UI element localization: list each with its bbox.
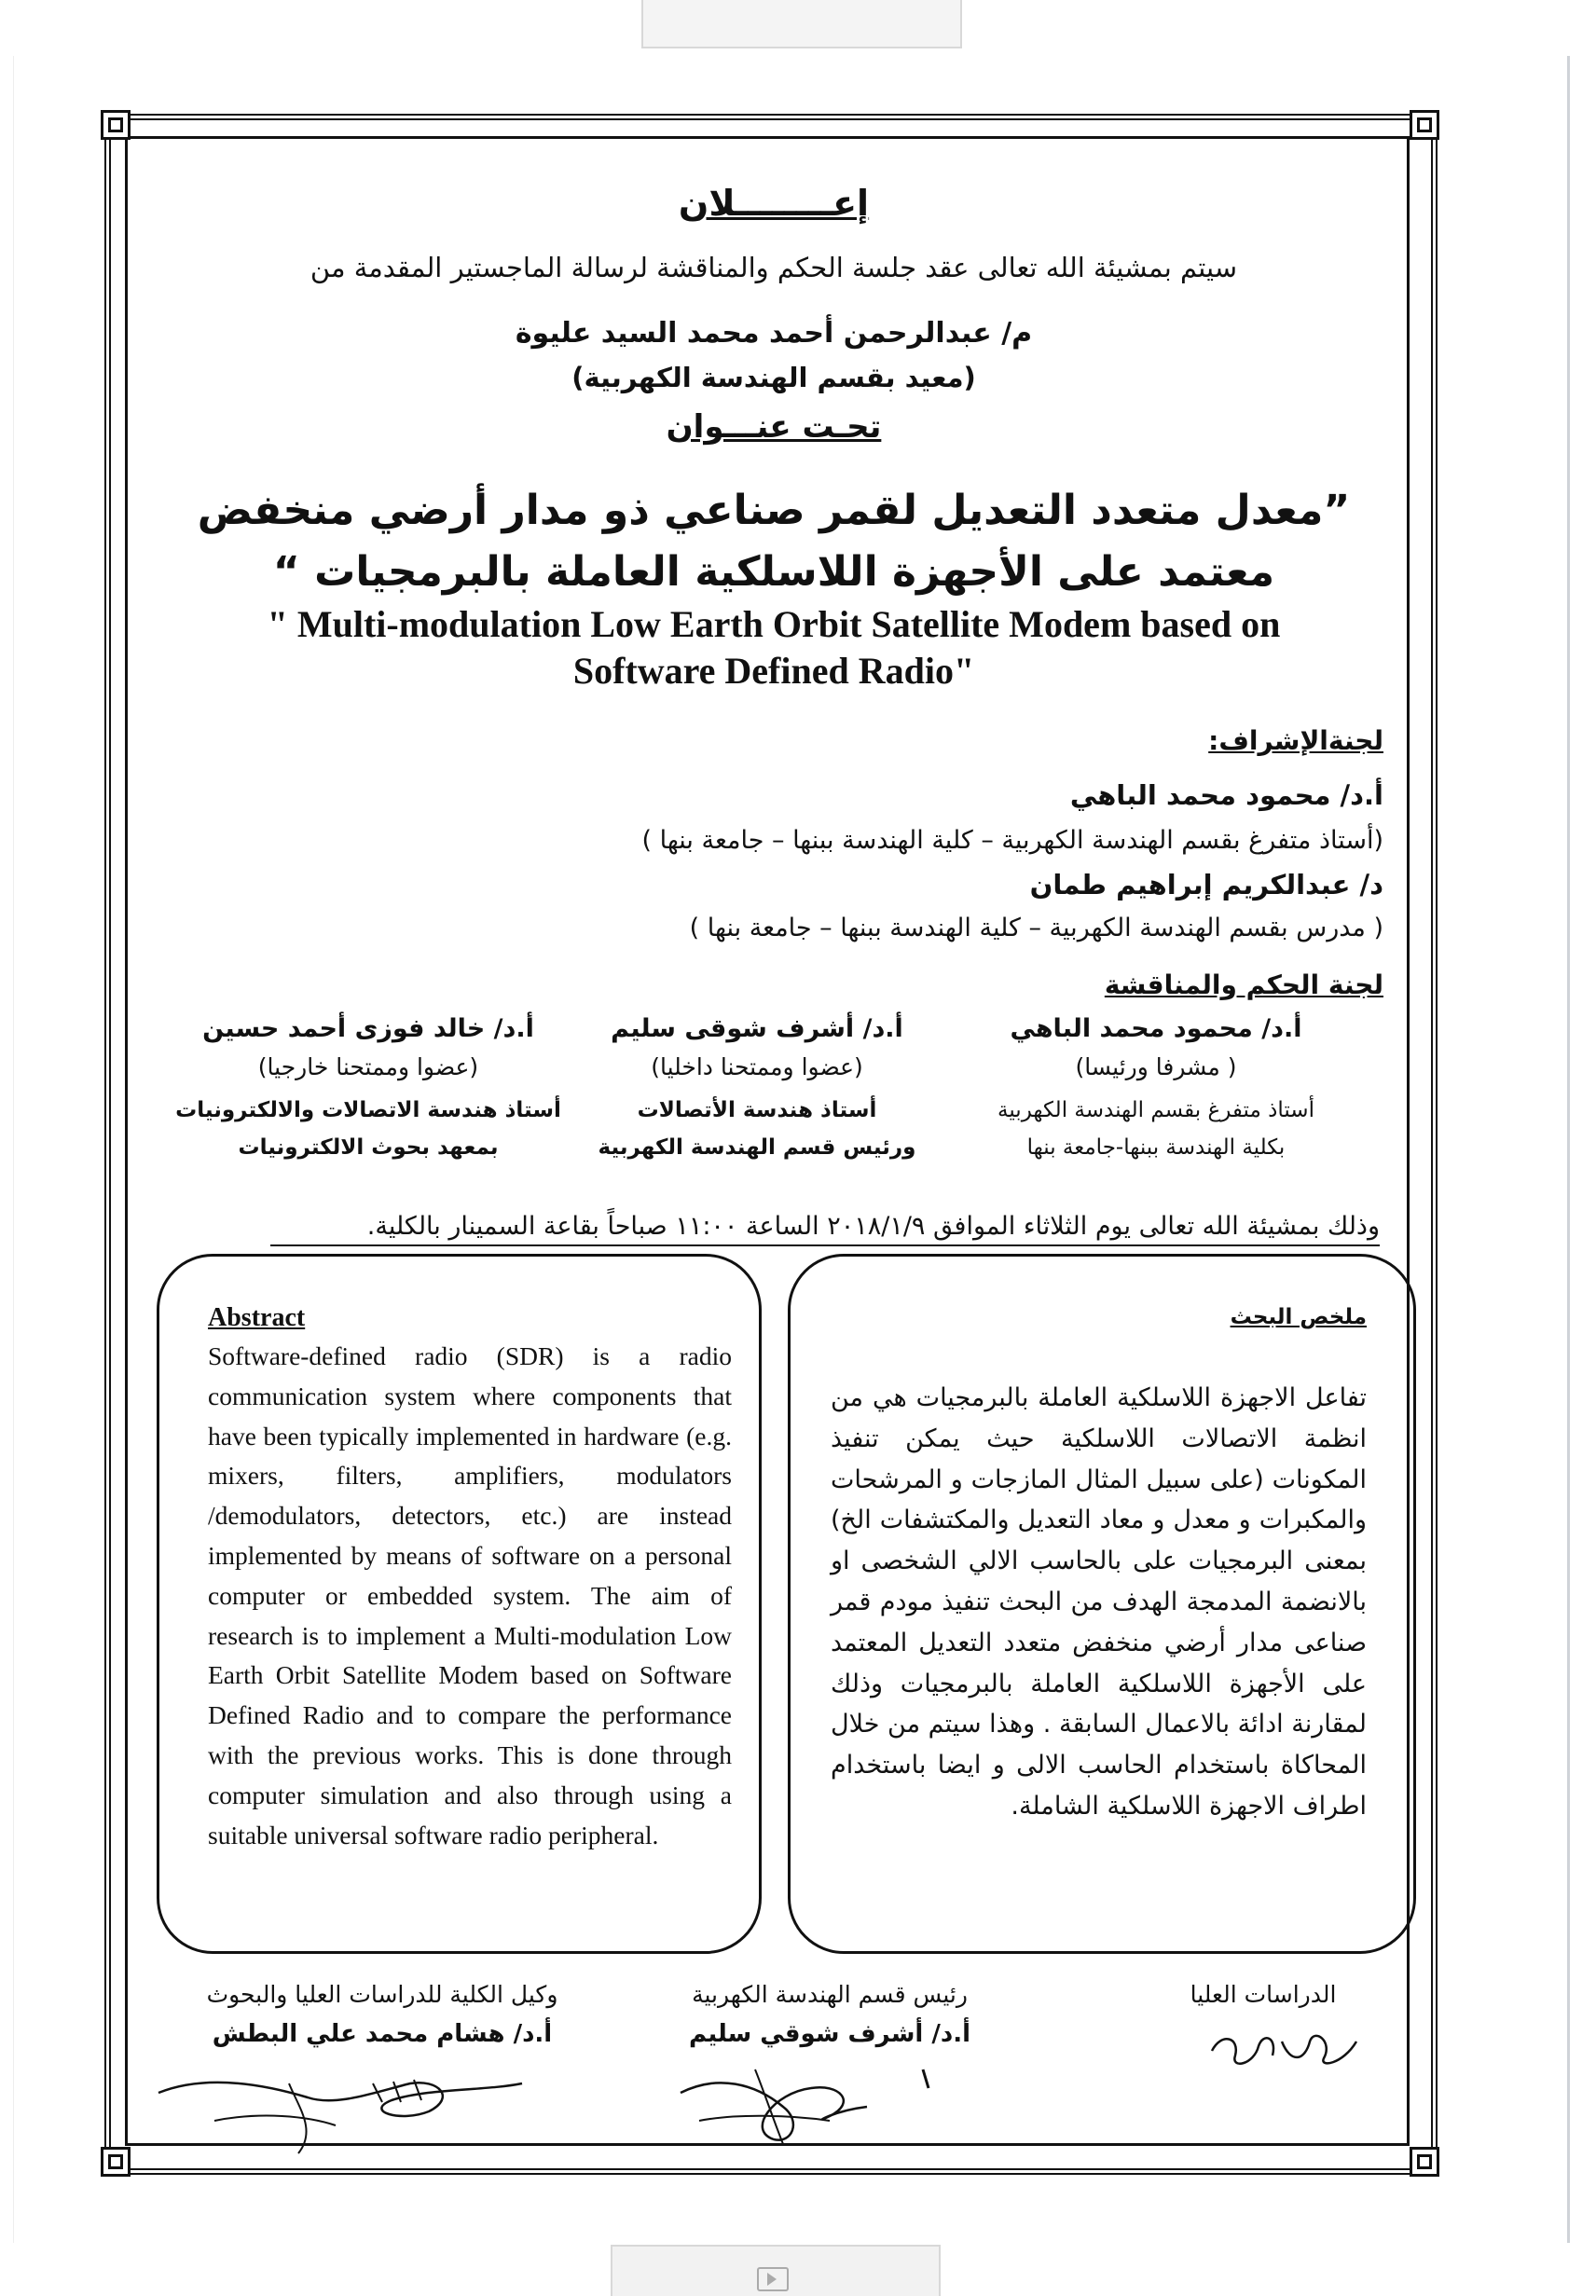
announcement-intro: سيتم بمشيئة الله تعالى عقد جلسة الحكم والمناقشة لرسالة الماجستير المقدمة من [310, 252, 1238, 283]
examiner-1-title2: بكلية الهندسة ببنها-جامعة بنها [1026, 1135, 1286, 1160]
examiner-3-role: (عضوا وممتحنا خارجيا) [257, 1053, 479, 1080]
signature-department-head [643, 2055, 951, 2158]
examiner-1-name: أ.د/ محمود محمد الباهي [1010, 1014, 1302, 1043]
corner-ornament-top-left [101, 110, 131, 140]
postgraduate-title: الدراسات العليا [1190, 1981, 1337, 2008]
supervisor-1-name: أ.د/ محمود محمد الباهي [1069, 779, 1383, 811]
supervision-heading: لجنةالإشراف: [1208, 725, 1383, 756]
examination-heading: لجنة الحكم والمناقشة [1104, 969, 1383, 1000]
under-title-label: تحـت عنـــوان [666, 408, 882, 446]
vice-dean-name: أ.د/ هشام محمد علي البطش [212, 2020, 553, 2048]
examiner-2 [552, 1014, 962, 1173]
vice-dean-title: وكيل الكلية للدراسات العليا والبحوث [206, 1981, 558, 2008]
thesis-title-english-line1: " Multi-modulation Low Earth Orbit Satellite Modem based on [267, 603, 1281, 645]
supervisor-2-desc: ( مدرس بقسم الهندسة الكهربية – كلية الهندسة ببنها – جامعة بنها ) [689, 914, 1383, 942]
thesis-title-english [186, 601, 1361, 694]
examiner-3-title1: أستاذ هندسة الاتصالات والالكترونيات [175, 1098, 561, 1122]
abstract-arabic-heading: ملخص البحث [1230, 1305, 1367, 1329]
corner-ornament-top-right [1410, 110, 1439, 140]
announcement-title: إعــــــــلان [678, 183, 870, 224]
abstract-arabic-text: تفاعل الاجهزة اللاسلكية العاملة بالبرمجيات هي من انظمة الاتصالات اللاسلكية حيث يمكن تنفيذ المكونات (على سبيل المثال المازجات و المرشحات والمكبرات و معدل و معاد التعديل والمكتشفات الخ) بمعنى البرمجيات على بالحاسب الالي الشخصى او بالانضمة المدمجة الهدف من البحث تنفيذ مودم قمر صناعى مدار أرضي منخفض متعدد التعديل المعتمد على الأجهزة اللاسلكية العاملة بالبرمجيات وذلك لمقارنة ادائة بالاعمال السابقة . وهذا سيتم من خلال المحاكاة باستخدام الحاسب الالى و ايضا باستخدام اطراف الاجهزة اللاسلكية الشاملة. [831, 1383, 1367, 1821]
department-head-name: أ.د/ أشرف شوقي سليم [688, 2020, 971, 2048]
examiner-3 [163, 1014, 573, 1173]
signature-vice-dean [149, 2055, 559, 2167]
abstract-english-text: Software-defined radio (SDR) is a radio communication system where components that have been typically implemented in hardware (e.g. mixers, filters, amplifiers, modulators /demodulators, detectors, etc.) are instead implemented by means of software on a personal computer or embedded system. The aim of research is to implement a Multi-modulation Low Earth Orbit Satellite Modem based on Software Defined Radio and to compare the performance with the previous works. This is done through computer simulation and also through using a suitable universal software radio peripheral. [208, 1341, 732, 1849]
signature-block-vice-dean [168, 1981, 597, 2048]
department-head-title: رئيس قسم الهندسة الكهربية [692, 1981, 968, 2008]
film-icon [757, 2267, 789, 2291]
candidate-role: (معيد بقسم الهندسة الكهربية) [571, 362, 976, 393]
corner-ornament-bottom-left [101, 2147, 131, 2177]
examiner-2-name: أ.د/ أشرف شوقى سليم [611, 1014, 903, 1043]
thesis-title-english-line2: Software Defined Radio" [572, 650, 975, 692]
supervisor-1-desc: (أستاذ متفرغ بقسم الهندسة الكهربية – كلية الهندسة ببنها – جامعة بنها ) [641, 826, 1383, 855]
thesis-title-arabic: ”معدل متعدد التعديل لقمر صناعي ذو مدار أرضي منخفض معتمد على الأجهزة اللاسلكية العاملة بالبرمجيات “ [197, 487, 1351, 596]
examiner-2-title1: أستاذ هندسة الأتصالات [637, 1098, 877, 1122]
examiner-1 [951, 1014, 1361, 1173]
examiner-1-role: ( مشرفا ورئيسا) [1075, 1053, 1237, 1080]
corner-ornament-bottom-right [1410, 2147, 1439, 2177]
abstract-english-heading: Abstract [208, 1303, 306, 1332]
examiner-3-title2: بمعهد بحوث الالكترونيات [238, 1135, 499, 1160]
signature-block-department-head [643, 1981, 1016, 2048]
signature-postgraduate [1203, 2014, 1370, 2079]
scan-top-tab [641, 0, 962, 48]
examiner-1-title1: أستاذ متفرغ بقسم الهندسة الكهربية [998, 1098, 1314, 1122]
candidate-name: م/ عبدالرحمن أحمد محمد السيد عليوة [515, 317, 1033, 350]
examiner-3-name: أ.د/ خالد فوزى أحمد حسين [202, 1014, 534, 1043]
examiner-2-title2: ورئيس قسم الهندسة الكهربية [598, 1135, 916, 1160]
examiner-2-role: (عضوا وممتحنا داخليا) [651, 1053, 863, 1080]
defense-schedule: وذلك بمشيئة الله تعالى يوم الثلاثاء الموافق ٢٠١٨/١/٩ الساعة ١١:٠٠ صباحاً بقاعة السمينار بالكلية. [270, 1212, 1380, 1246]
abstract-arabic-box [788, 1254, 1416, 1954]
supervisor-2-name: د/ عبدالكريم إبراهيم طمان [1029, 869, 1383, 901]
abstract-english-box [157, 1254, 762, 1954]
